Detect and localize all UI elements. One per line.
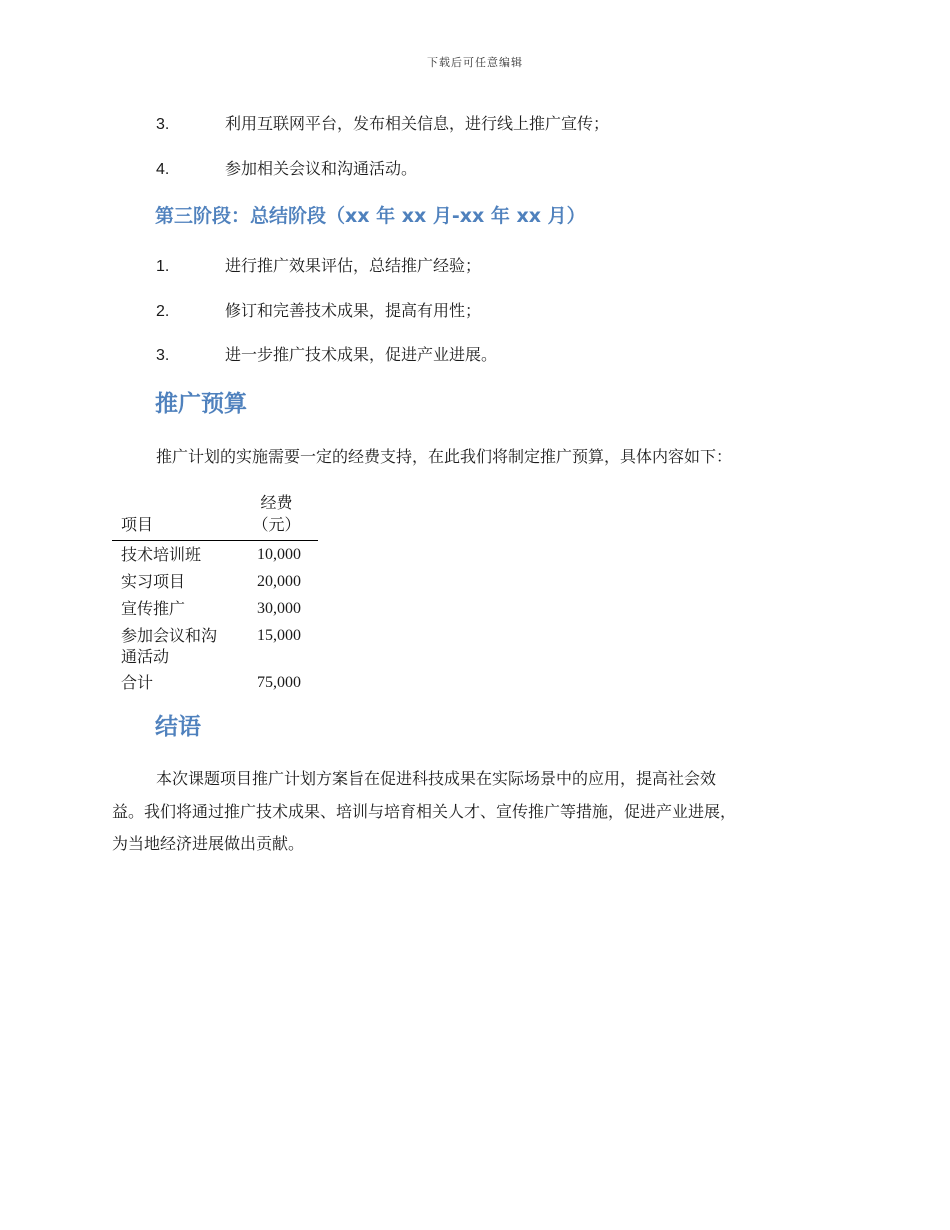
list-text: 进一步推广技术成果，促进产业进展。 [225, 345, 498, 364]
table-row [112, 595, 318, 622]
list-text: 修订和完善技术成果，提高有用性； [225, 301, 482, 320]
cell-cost: 20,000 [257, 573, 301, 590]
cell-item-text: 参加会议和沟通活动 [121, 626, 218, 666]
phase3-list-item-2 [156, 301, 481, 322]
phase3-list-item-1 [156, 256, 481, 277]
cell-item: 实习项目 [121, 572, 186, 591]
list-text: 利用互联网平台，发布相关信息，进行线上推广宣传； [225, 114, 610, 133]
conclusion-heading: 结语 [155, 714, 201, 740]
list-text: 进行推广效果评估，总结推广经验； [225, 256, 482, 275]
cell-item: 宣传推广 [121, 599, 186, 618]
cell-item [112, 622, 239, 669]
conclusion-line-2: 益。我们将通过推广技术成果、培训与培育相关人才、宣传推广等措施，促进产业进展， [112, 802, 737, 821]
phase3-list-item-3 [156, 345, 497, 366]
conclusion-line-3: 为当地经济进展做出贡献。 [112, 834, 305, 853]
conclusion-line-1: 本次课题项目推广计划方案旨在促进科技成果在实际场景中的应用，提高社会效 [156, 769, 717, 788]
cell-cost: 10,000 [257, 546, 301, 563]
table-row [112, 568, 318, 595]
column-header-cost [239, 492, 318, 541]
list-number: 2. [156, 303, 170, 320]
phase3-heading: 第三阶段：总结阶段（xx 年 xx 月-xx 年 xx 月） [155, 205, 586, 227]
table-row [112, 541, 318, 569]
budget-intro: 推广计划的实施需要一定的经费支持，在此我们将制定推广预算，具体内容如下： [156, 447, 733, 466]
budget-table [112, 492, 318, 696]
cell-item: 技术培训班 [121, 545, 202, 564]
list-number: 4. [156, 161, 170, 178]
list-number: 3. [156, 116, 170, 133]
list-number: 3. [156, 347, 170, 364]
list-number: 1. [156, 258, 170, 275]
table-row-total [112, 669, 318, 696]
budget-heading: 推广预算 [155, 391, 247, 417]
phase2-list-item-3 [156, 114, 609, 135]
column-header-cost-line2: （元） [252, 515, 301, 534]
list-text: 参加相关会议和沟通活动。 [225, 159, 418, 178]
column-header-cost-line1: 经费 [260, 493, 293, 512]
cell-cost: 30,000 [257, 600, 301, 617]
table-header-row [112, 492, 318, 541]
cell-cost: 75,000 [257, 674, 301, 691]
cell-cost: 15,000 [257, 627, 301, 644]
page-header-note: 下载后可任意编辑 [427, 56, 523, 69]
table-row [112, 622, 318, 669]
column-header-item: 项目 [112, 492, 239, 541]
cell-item: 合计 [121, 673, 154, 692]
phase2-list-item-4 [156, 159, 417, 180]
